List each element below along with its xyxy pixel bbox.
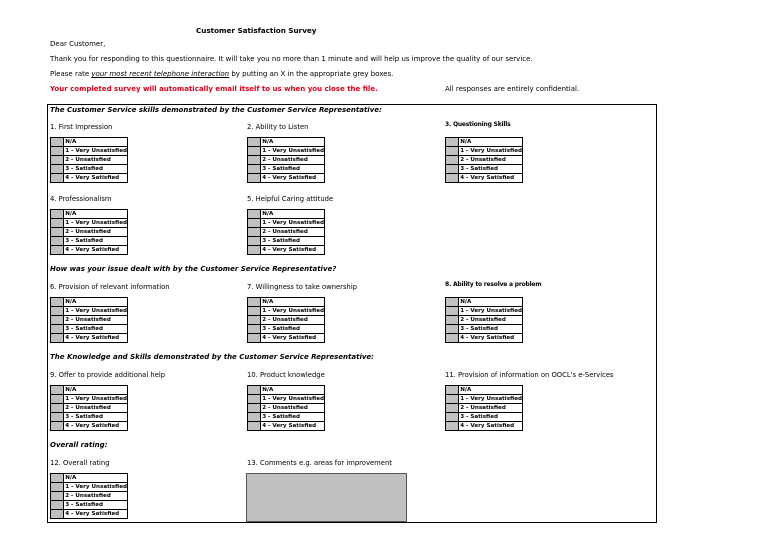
rating-option-label: 3 - Satisfied: [459, 325, 523, 334]
rating-option-row: [51, 501, 128, 510]
rating-option-label: 1 - Very Unsatisfied: [460, 308, 522, 314]
rating-options-table: [445, 297, 523, 343]
rating-checkbox[interactable]: [51, 483, 64, 492]
rating-option-row: [51, 413, 128, 422]
question-label: 11. Provision of information on OOCL's e-Services: [445, 371, 614, 379]
rating-option-label: 3 - Satisfied: [64, 501, 128, 510]
rating-checkbox[interactable]: [51, 298, 64, 307]
rating-checkbox[interactable]: [51, 492, 64, 501]
rating-option-label: 3 - Satisfied: [64, 165, 128, 174]
rating-option-label: 3 - Satisfied: [64, 413, 128, 422]
rating-checkbox[interactable]: [248, 228, 261, 237]
rating-option-row: [248, 316, 325, 325]
rating-option-row: [51, 404, 128, 413]
rating-option-row: [248, 413, 325, 422]
rating-option-row: [51, 219, 128, 228]
rating-option-row: [51, 246, 128, 255]
rating-option-label: 2 - Unsatisfied: [64, 404, 128, 413]
question-label: 1. First Impression: [50, 123, 113, 131]
rating-options-table: [247, 137, 325, 183]
rating-option-row: [248, 165, 325, 174]
rating-options-table: [445, 385, 523, 431]
rate-suffix: by putting an X in the appropriate grey boxes.: [229, 70, 394, 78]
rating-option-label: 3 - Satisfied: [64, 237, 128, 246]
rating-checkbox[interactable]: [446, 147, 459, 156]
survey-title: Customer Satisfaction Survey: [196, 26, 317, 35]
comments-textbox[interactable]: [246, 473, 407, 522]
rating-option-row: [51, 316, 128, 325]
greeting: Dear Customer,: [50, 40, 106, 48]
rating-checkbox[interactable]: [248, 165, 261, 174]
rating-option-label: 1 - Very Unsatisfied: [65, 308, 127, 314]
rating-option-row: [446, 386, 523, 395]
rating-option-row: [446, 156, 523, 165]
rating-option-row: [446, 298, 523, 307]
rating-checkbox[interactable]: [51, 174, 64, 183]
rating-options-table: [50, 297, 128, 343]
rating-option-row: [248, 386, 325, 395]
rating-option-row: [446, 422, 523, 431]
rating-option-row: [51, 228, 128, 237]
section-heading: The Customer Service skills demonstrated by the Customer Service Representative:: [50, 106, 382, 114]
rating-checkbox[interactable]: [446, 165, 459, 174]
rating-option-row: [51, 395, 128, 404]
rating-option-row: [248, 422, 325, 431]
rating-option-row: [446, 325, 523, 334]
rating-checkbox[interactable]: [51, 413, 64, 422]
question-label: 9. Offer to provide additional help: [50, 371, 166, 379]
rating-checkbox[interactable]: [248, 334, 261, 343]
rating-option-label: N/A: [459, 386, 523, 395]
rating-option-label: 3 - Satisfied: [459, 413, 523, 422]
rating-option-row: [446, 404, 523, 413]
rating-option-label: 2 - Unsatisfied: [459, 156, 523, 165]
rating-option-label: 3 - Satisfied: [261, 413, 325, 422]
rating-option-row: [248, 174, 325, 183]
rating-option-label: 4 - Very Satisfied: [64, 334, 128, 343]
rating-option-label: 2 - Unsatisfied: [64, 156, 128, 165]
rating-option-row: [248, 325, 325, 334]
rating-option-label: 4 - Very Satisfied: [64, 510, 128, 519]
question-label: 3. Questioning Skills: [445, 121, 511, 128]
rating-checkbox[interactable]: [446, 174, 459, 183]
rating-options-table: [247, 297, 325, 343]
rating-option-label: N/A: [64, 210, 128, 219]
rating-checkbox[interactable]: [446, 325, 459, 334]
rating-checkbox[interactable]: [51, 404, 64, 413]
rating-option-label: 1 - Very Unsatisfied: [262, 148, 324, 154]
rating-option-label: 2 - Unsatisfied: [261, 156, 325, 165]
rating-option-row: [248, 246, 325, 255]
rating-option-row: [446, 413, 523, 422]
rating-option-row: [51, 334, 128, 343]
rating-options-table: [50, 137, 128, 183]
rating-option-row: [446, 147, 523, 156]
rating-option-label: 4 - Very Satisfied: [261, 334, 325, 343]
rating-checkbox[interactable]: [51, 219, 64, 228]
rating-option-row: [51, 510, 128, 519]
question-label: 6. Provision of relevant information: [50, 283, 170, 291]
section-heading: Overall rating:: [50, 441, 108, 449]
rating-checkbox[interactable]: [248, 147, 261, 156]
rating-option-row: [248, 156, 325, 165]
rating-option-row: [51, 474, 128, 483]
rating-checkbox[interactable]: [248, 413, 261, 422]
rating-option-label: N/A: [64, 138, 128, 147]
rating-option-row: [248, 147, 325, 156]
rating-option-row: [51, 307, 128, 316]
confidential-note: All responses are entirely confidential.: [445, 85, 580, 93]
rating-option-label: 4 - Very Satisfied: [261, 246, 325, 255]
rating-checkbox[interactable]: [446, 422, 459, 431]
rating-option-row: [51, 492, 128, 501]
rating-checkbox[interactable]: [248, 386, 261, 395]
rating-option-row: [446, 174, 523, 183]
rating-option-label: N/A: [459, 298, 523, 307]
rating-option-label: 4 - Very Satisfied: [261, 174, 325, 183]
rating-option-row: [248, 395, 325, 404]
question-label: 13. Comments e.g. areas for improvement: [247, 459, 392, 467]
rating-option-label: 1 - Very Unsatisfied: [460, 148, 522, 154]
rating-option-label: N/A: [261, 298, 325, 307]
rating-checkbox[interactable]: [446, 386, 459, 395]
rating-checkbox[interactable]: [51, 307, 64, 316]
rating-checkbox[interactable]: [51, 334, 64, 343]
rating-checkbox[interactable]: [248, 307, 261, 316]
rating-checkbox[interactable]: [248, 404, 261, 413]
rating-option-label: 2 - Unsatisfied: [459, 404, 523, 413]
rating-checkbox[interactable]: [446, 413, 459, 422]
rating-options-table: [247, 209, 325, 255]
rating-option-row: [446, 316, 523, 325]
rating-option-label: 3 - Satisfied: [459, 165, 523, 174]
rate-link-text: your most recent telephone interaction: [91, 70, 230, 78]
section-heading: The Knowledge and Skills demonstrated by the Customer Service Representative:: [50, 353, 374, 361]
rating-options-table: [50, 473, 128, 519]
rating-checkbox[interactable]: [446, 404, 459, 413]
rating-option-row: [446, 395, 523, 404]
rating-option-label: 2 - Unsatisfied: [459, 316, 523, 325]
rating-checkbox[interactable]: [51, 147, 64, 156]
rating-option-row: [51, 210, 128, 219]
rating-option-row: [51, 483, 128, 492]
rating-checkbox[interactable]: [446, 298, 459, 307]
rating-options-table: [247, 385, 325, 431]
rating-checkbox[interactable]: [248, 138, 261, 147]
rating-option-label: N/A: [261, 138, 325, 147]
rating-option-label: N/A: [261, 386, 325, 395]
rating-checkbox[interactable]: [248, 219, 261, 228]
rating-checkbox[interactable]: [51, 510, 64, 519]
rating-checkbox[interactable]: [51, 237, 64, 246]
rating-option-label: 2 - Unsatisfied: [64, 492, 128, 501]
rating-checkbox[interactable]: [51, 474, 64, 483]
rating-checkbox[interactable]: [248, 156, 261, 165]
rating-checkbox[interactable]: [248, 316, 261, 325]
rating-option-label: 1 - Very Unsatisfied: [262, 396, 324, 402]
rating-option-row: [51, 156, 128, 165]
rating-checkbox[interactable]: [51, 165, 64, 174]
rating-checkbox[interactable]: [248, 298, 261, 307]
rating-option-label: 4 - Very Satisfied: [64, 174, 128, 183]
question-label: 10. Product knowledge: [247, 371, 325, 379]
rating-option-row: [248, 219, 325, 228]
rating-option-label: 2 - Unsatisfied: [261, 404, 325, 413]
rating-option-label: 4 - Very Satisfied: [64, 246, 128, 255]
rating-option-label: 4 - Very Satisfied: [64, 422, 128, 431]
auto-email-notice: Your completed survey will automatically email itself to us when you close the file.: [50, 85, 378, 93]
rating-option-label: 3 - Satisfied: [64, 325, 128, 334]
rating-checkbox[interactable]: [446, 307, 459, 316]
question-label: 4. Professionalism: [50, 195, 112, 203]
rating-checkbox[interactable]: [51, 386, 64, 395]
rating-option-row: [51, 237, 128, 246]
rating-checkbox[interactable]: [51, 395, 64, 404]
question-label: 5. Helpful Caring attitude: [247, 195, 334, 203]
rating-checkbox[interactable]: [446, 156, 459, 165]
rating-option-label: N/A: [64, 474, 128, 483]
rating-options-table: [50, 209, 128, 255]
rate-instruction: [50, 70, 393, 78]
question-label: 2. Ability to Listen: [247, 123, 309, 131]
rating-option-label: 1 - Very Unsatisfied: [262, 220, 324, 226]
rating-option-label: 2 - Unsatisfied: [64, 316, 128, 325]
rating-option-label: 1 - Very Unsatisfied: [65, 484, 127, 490]
rating-option-label: 1 - Very Unsatisfied: [262, 308, 324, 314]
rating-option-row: [248, 298, 325, 307]
rating-option-label: 4 - Very Satisfied: [459, 334, 523, 343]
rating-checkbox[interactable]: [446, 316, 459, 325]
rating-option-label: 4 - Very Satisfied: [261, 422, 325, 431]
rating-checkbox[interactable]: [51, 228, 64, 237]
rating-checkbox[interactable]: [446, 334, 459, 343]
rating-option-label: 1 - Very Unsatisfied: [65, 220, 127, 226]
rating-option-row: [248, 237, 325, 246]
rating-option-row: [248, 307, 325, 316]
intro-text: Thank you for responding to this questionnaire. It will take you no more than 1 minute and will help us improve the quality of our service.: [50, 55, 533, 63]
rating-option-label: 3 - Satisfied: [261, 237, 325, 246]
rating-option-row: [51, 422, 128, 431]
rating-options-table: [445, 137, 523, 183]
rating-option-row: [446, 138, 523, 147]
rating-checkbox[interactable]: [51, 316, 64, 325]
question-label: 7. Willingness to take ownership: [247, 283, 358, 291]
rating-option-row: [248, 210, 325, 219]
rating-checkbox[interactable]: [446, 138, 459, 147]
rating-options-table: [50, 385, 128, 431]
rating-option-label: 2 - Unsatisfied: [64, 228, 128, 237]
rating-option-label: 1 - Very Unsatisfied: [65, 148, 127, 154]
section-heading: How was your issue dealt with by the Customer Service Representative?: [50, 265, 337, 273]
rating-option-row: [51, 386, 128, 395]
rating-option-label: 2 - Unsatisfied: [261, 228, 325, 237]
rating-option-label: N/A: [64, 386, 128, 395]
rating-checkbox[interactable]: [51, 138, 64, 147]
rating-option-row: [248, 404, 325, 413]
rating-option-row: [446, 165, 523, 174]
rating-option-row: [446, 334, 523, 343]
rating-checkbox[interactable]: [248, 246, 261, 255]
rating-option-row: [51, 298, 128, 307]
rating-option-row: [248, 334, 325, 343]
rating-option-row: [248, 228, 325, 237]
rating-option-row: [51, 147, 128, 156]
rating-checkbox[interactable]: [51, 325, 64, 334]
rating-option-label: N/A: [64, 298, 128, 307]
rating-option-label: 3 - Satisfied: [261, 325, 325, 334]
rating-checkbox[interactable]: [248, 325, 261, 334]
rating-checkbox[interactable]: [248, 210, 261, 219]
rating-option-label: 1 - Very Unsatisfied: [65, 396, 127, 402]
rate-prefix: Please rate: [50, 70, 92, 78]
rating-option-row: [51, 325, 128, 334]
rating-option-row: [51, 165, 128, 174]
rating-checkbox[interactable]: [248, 237, 261, 246]
rating-checkbox[interactable]: [248, 422, 261, 431]
rating-option-row: [248, 138, 325, 147]
question-label: 8. Ability to resolve a problem: [445, 281, 542, 288]
rating-checkbox[interactable]: [248, 395, 261, 404]
rating-checkbox[interactable]: [446, 395, 459, 404]
rating-option-label: 4 - Very Satisfied: [459, 174, 523, 183]
rating-option-label: 3 - Satisfied: [261, 165, 325, 174]
rating-checkbox[interactable]: [51, 501, 64, 510]
rating-option-label: 2 - Unsatisfied: [261, 316, 325, 325]
rating-option-label: 1 - Very Unsatisfied: [460, 396, 522, 402]
rating-option-label: N/A: [459, 138, 523, 147]
question-label: 12. Overall rating: [50, 459, 110, 467]
rating-option-row: [51, 174, 128, 183]
rating-checkbox[interactable]: [51, 422, 64, 431]
rating-checkbox[interactable]: [51, 246, 64, 255]
rating-option-row: [51, 138, 128, 147]
rating-option-label: 4 - Very Satisfied: [459, 422, 523, 431]
rating-option-label: N/A: [261, 210, 325, 219]
rating-checkbox[interactable]: [51, 156, 64, 165]
rating-option-row: [446, 307, 523, 316]
rating-checkbox[interactable]: [248, 174, 261, 183]
rating-checkbox[interactable]: [51, 210, 64, 219]
